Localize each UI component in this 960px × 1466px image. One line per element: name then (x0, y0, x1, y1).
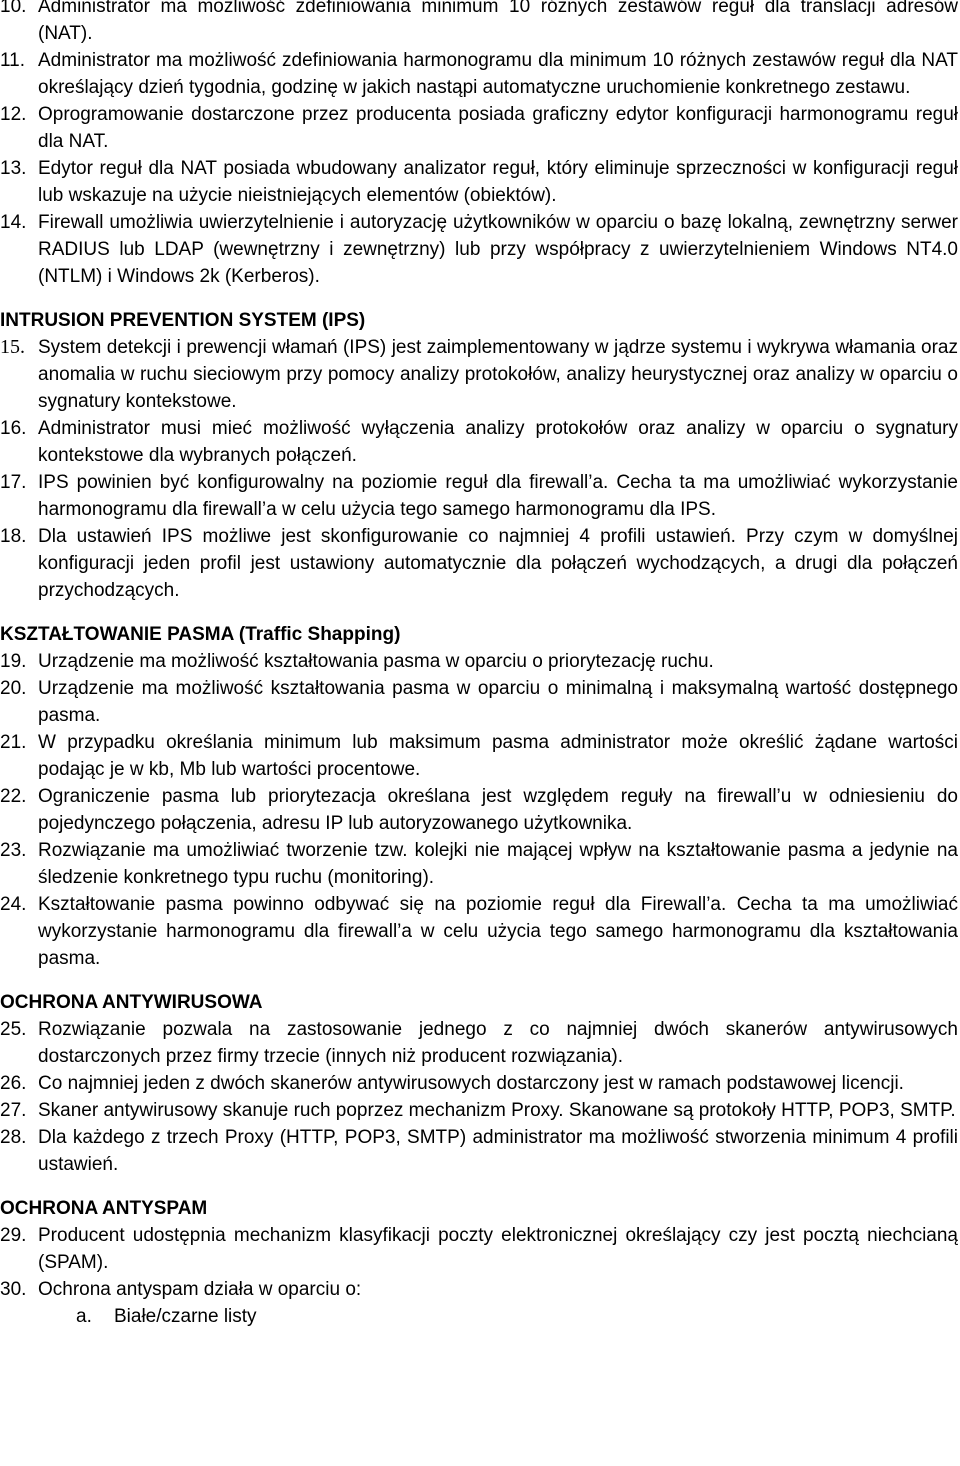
item-number: 27. (0, 1100, 27, 1121)
list-item-10 (0, 0, 958, 47)
list-item-24 (0, 891, 958, 972)
item-number: 26. (0, 1073, 27, 1094)
list-item-30 (0, 1276, 958, 1303)
list-item-29 (0, 1222, 958, 1276)
item-number: 23. (0, 840, 27, 861)
item-number: 25. (0, 1019, 27, 1040)
item-text: Administrator musi mieć możliwość wyłączenia analizy protokołów oraz analizy w oparciu o sygnatury kontekstowe dla wybranych połączeń. (38, 418, 958, 466)
list-item-12 (0, 101, 958, 155)
section-heading: OCHRONA ANTYSPAM (0, 1198, 208, 1219)
item-number: 14. (0, 212, 27, 233)
section-heading: INTRUSION PREVENTION SYSTEM (IPS) (0, 310, 366, 331)
sub-item-letter: a. (76, 1306, 92, 1327)
list-item-20 (0, 675, 958, 729)
item-number: 12. (0, 104, 27, 125)
item-text: Administrator ma możliwość zdefiniowania minimum 10 różnych zestawów reguł dla translacji adresów (NAT). (38, 0, 958, 44)
item-number: 13. (0, 158, 27, 179)
section-traffic-shaping (0, 621, 958, 972)
item-text: Edytor reguł dla NAT posiada wbudowany analizator reguł, który eliminuje sprzeczności w konfiguracji reguł lub wskazuje na użycie nieistniejących elementów (obiektów). (38, 158, 958, 206)
list-item-22 (0, 783, 958, 837)
list-item-18 (0, 523, 958, 604)
list-item-28 (0, 1124, 958, 1178)
item-text: W przypadku określania minimum lub maksimum pasma administrator może określić żądane wartości podając je w kb, Mb lub wartości procentowe. (38, 732, 958, 780)
item-text: Urządzenie ma możliwość kształtowania pasma w oparciu o minimalną i maksymalną wartość dostępnego pasma. (38, 678, 958, 726)
section-antivirus (0, 989, 958, 1178)
section-antispam (0, 1195, 958, 1330)
item-number: 24. (0, 894, 27, 915)
list-item-15 (0, 334, 958, 415)
list-item-27 (0, 1097, 958, 1124)
item-text: Co najmniej jeden z dwóch skanerów antywirusowych dostarczony jest w ramach podstawowej licencji. (38, 1073, 904, 1094)
item-text: Firewall umożliwia uwierzytelnienie i autoryzację użytkowników w oparciu o bazę lokalną, zewnętrzny serwer RADIUS lub LDAP (wewnętrzny i zewnętrzny) lub przy współpracy z uwierzytelnieniem Windows NT4.0 (NTLM) i Windows 2k (Kerberos). (38, 212, 958, 287)
item-text: Kształtowanie pasma powinno odbywać się na poziomie reguł dla Firewall’a. Cecha ta ma umożliwiać wykorzystanie harmonogramu dla firewall’a w celu użycia tego samego harmonogramu dla kształtowania pasma. (38, 894, 958, 969)
item-text: Dla ustawień IPS możliwe jest skonfigurowanie co najmniej 4 profili ustawień. Przy czym w domyślnej konfiguracji jeden profil jest ustawiony automatycznie dla połączeń wychodzących, a drugi dla połączeń przychodzących. (38, 526, 958, 601)
item-text: Administrator ma możliwość zdefiniowania harmonogramu dla minimum 10 różnych zestawów reguł dla NAT określający dzień tygodnia, godzinę w jakich nastąpi automatyczne uruchomienie konkretnego zestawu. (38, 50, 958, 98)
list-item-23 (0, 837, 958, 891)
item-text: System detekcji i prewencji włamań (IPS) jest zaimplementowany w jądrze systemu i wykrywa włamania oraz anomalia w ruchu sieciowym przy pomocy analizy protokołów, analizy heurystycznej oraz analizy w oparciu o sygnatury kontekstowe. (38, 337, 958, 412)
item-text: Skaner antywirusowy skanuje ruch poprzez mechanizm Proxy. Skanowane są protokoły HTTP, POP3, SMTP. (38, 1100, 956, 1121)
list-item-16 (0, 415, 958, 469)
item-number: 21. (0, 732, 27, 753)
item-number: 15. (0, 336, 25, 358)
item-number: 17. (0, 472, 27, 493)
item-text: Rozwiązanie pozwala na zastosowanie jednego z co najmniej dwóch skanerów antywirusowych dostarczonych przez firmy trzecie (innych niż producent rozwiązania). (38, 1019, 958, 1067)
item-number: 28. (0, 1127, 27, 1148)
item-number: 10. (0, 0, 27, 17)
list-item-21 (0, 729, 958, 783)
item-text: Ochrona antyspam działa w oparciu o: (38, 1279, 362, 1300)
list-item-14 (0, 209, 958, 290)
sub-item-text: Białe/czarne listy (114, 1306, 257, 1327)
section-heading: OCHRONA ANTYWIRUSOWA (0, 992, 263, 1013)
item-number: 16. (0, 418, 27, 439)
list-item-13 (0, 155, 958, 209)
item-number: 18. (0, 526, 27, 547)
item-text: Producent udostępnia mechanizm klasyfikacji poczty elektronicznej określający czy jest pocztą niechcianą (SPAM). (38, 1225, 958, 1273)
item-number: 29. (0, 1225, 27, 1246)
list-item-19 (0, 648, 958, 675)
item-number: 19. (0, 651, 27, 672)
section-ips (0, 307, 958, 604)
list-item-11 (0, 47, 958, 101)
item-number: 30. (0, 1279, 27, 1300)
item-text: Dla każdego z trzech Proxy (HTTP, POP3, SMTP) administrator ma możliwość stworzenia minimum 4 profili ustawień. (38, 1127, 958, 1175)
item-number: 22. (0, 786, 27, 807)
list-item-26 (0, 1070, 958, 1097)
item-text: IPS powinien być konfigurowalny na poziomie reguł dla firewall’a. Cecha ta ma umożliwiać wykorzystanie harmonogramu dla firewall’a w celu użycia tego samego harmonogramu dla IPS. (38, 472, 958, 520)
section-nat (0, 0, 958, 290)
item-text: Oprogramowanie dostarczone przez producenta posiada graficzny edytor konfiguracji harmonogramu reguł dla NAT. (38, 104, 958, 152)
item-text: Ograniczenie pasma lub priorytezacja określana jest względem reguły na firewall’u w odniesieniu do pojedynczego połączenia, adresu IP lub autoryzowanego użytkownika. (38, 786, 958, 834)
list-item-17 (0, 469, 958, 523)
sub-list-item-a (0, 1303, 958, 1330)
item-text: Urządzenie ma możliwość kształtowania pasma w oparciu o priorytezację ruchu. (38, 651, 714, 672)
item-text: Rozwiązanie ma umożliwiać tworzenie tzw. kolejki nie mającej wpływ na kształtowanie pasma a jedynie na śledzenie konkretnego typu ruchu (monitoring). (38, 840, 958, 888)
item-number: 20. (0, 678, 27, 699)
section-heading: KSZTAŁTOWANIE PASMA (Traffic Shapping) (0, 624, 401, 645)
list-item-25 (0, 1016, 958, 1070)
item-number: 11. (0, 50, 26, 71)
